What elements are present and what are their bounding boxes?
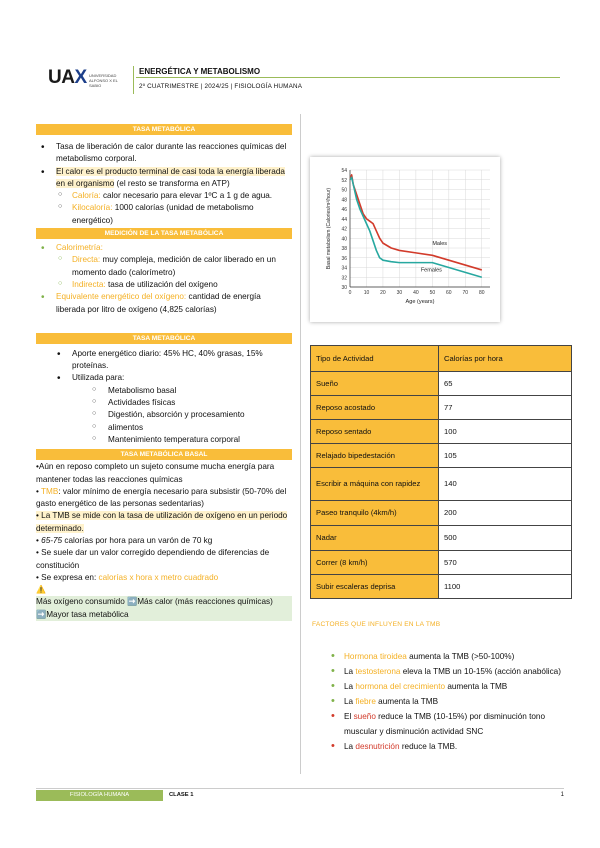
footer-class: CLASE 1	[169, 792, 194, 798]
equivalente-def: cantidad de energía liberada por litro de oxígeno (4,825 calorías)	[56, 292, 261, 314]
tmb-term: TMB	[41, 486, 59, 496]
table-row	[311, 420, 572, 444]
factor-text: aumenta la TMB	[375, 696, 439, 706]
section-banner-tasa-2: TASA METABÓLICA	[36, 333, 292, 344]
list-item	[36, 202, 292, 227]
y-tick-label: 48	[341, 197, 347, 204]
calories-cell: 105	[439, 444, 572, 468]
tmb-def: : valor mínimo de energía necesario para subsistir (50-70% del gasto energético de las personas sedentarias)	[36, 486, 287, 509]
factor-item	[312, 679, 572, 694]
factor-pre: La	[344, 681, 356, 691]
factor-pre: La	[344, 696, 356, 706]
y-tick-label: 52	[341, 177, 347, 184]
header-rule	[136, 77, 560, 78]
factor-term: hormona del crecimiento	[355, 681, 446, 691]
calories-cell: 77	[439, 396, 572, 420]
basal-p5: • Se suele dar un valor corregido dependiendo de diferencias de constitución	[36, 548, 270, 570]
basal-p1: •Aún en reposo completo un sujeto consume mucha energía para mantener todas las reacciones químicas	[36, 462, 275, 484]
x-tick-label: 20	[380, 290, 386, 296]
arrow-right-icon: ➡️	[127, 597, 138, 607]
uso-item: ○ Digestión, absorción y procesamiento	[36, 409, 292, 421]
oxigeno-summary	[36, 596, 292, 621]
y-tick-label: 54	[341, 168, 347, 174]
legend-males: Males	[432, 241, 448, 248]
factor-item	[312, 739, 572, 754]
table-row	[311, 396, 572, 420]
x-tick-label: 50	[429, 290, 436, 296]
calor-sublist	[36, 190, 292, 227]
factor-item	[312, 694, 572, 709]
page-header	[48, 60, 560, 100]
page-number: 1	[560, 792, 564, 798]
factors-list	[312, 649, 572, 754]
logo-text: UA	[48, 67, 75, 88]
kilocaloria-term: Kilocaloría:	[72, 203, 115, 213]
factor-item	[312, 649, 572, 664]
calor-highlight: El calor es el producto terminal de casi toda la energía liberada en el organismo	[56, 166, 285, 188]
column-divider	[300, 114, 301, 774]
factors-title: FACTORES QUE INFLUYEN EN LA TMB	[312, 621, 441, 628]
x-tick-label: 0	[348, 290, 352, 296]
document-subtitle: 2º CUATRIMESTRE | 2024/25 | FISIOLOGÍA HUMANA	[139, 83, 303, 90]
uso-item: ○ Mantenimiento temperatura corporal	[36, 434, 292, 446]
list-item	[52, 372, 292, 384]
x-tick-label: 10	[363, 290, 370, 296]
equivalente-term: Equivalente energético del oxígeno:	[56, 292, 189, 302]
factor-text: eleva la TMB un 10-15% (acción anabólica)	[400, 666, 561, 676]
factors-section	[312, 620, 572, 754]
table-row	[311, 526, 572, 551]
table-row	[311, 468, 572, 501]
bullet: •	[36, 536, 42, 546]
indirecta-term: Indirecta:	[72, 279, 108, 289]
calories-cell: 200	[439, 501, 572, 526]
basal-metabolism-chart	[310, 157, 500, 322]
utilizada-label: Utilizada para:	[72, 373, 125, 383]
x-tick-label: 80	[478, 290, 485, 296]
basal-p3	[36, 510, 292, 535]
list-item	[52, 348, 292, 373]
tmb-medida-highlight: • La TMB se mide con la tasa de utilización de oxígeno en un periodo determinado.	[36, 511, 288, 533]
section-banner-medicion: MEDICIÓN DE LA TASA METABÓLICA	[36, 228, 292, 239]
activity-cell: Paseo tranquilo (4km/h)	[311, 501, 439, 526]
table-row	[311, 575, 572, 599]
table-row	[311, 444, 572, 468]
y-tick-label: 32	[341, 275, 347, 282]
factor-item	[312, 709, 572, 739]
table-row	[311, 551, 572, 575]
activity-cell: Nadar	[311, 526, 439, 551]
logo-tagline: UNIVERSIDAD ALFONSO X EL SABIO	[89, 73, 118, 88]
y-tick-label: 38	[341, 246, 347, 252]
basal-p2	[36, 486, 292, 511]
unidades-text: calorías x hora x metro cuadrado	[98, 572, 219, 582]
summary-a: Más oxígeno consumido	[36, 597, 128, 607]
activity-cell: Reposo sentado	[311, 420, 439, 444]
table-row	[311, 501, 572, 526]
bullet: •	[36, 486, 41, 496]
list-item	[36, 279, 292, 291]
list-item	[36, 190, 292, 202]
y-tick-label: 46	[341, 207, 347, 213]
factor-text: aumenta la TMB (>50-100%)	[406, 651, 515, 661]
calories-cell: 570	[439, 551, 572, 575]
list-item	[36, 254, 292, 279]
activity-cell: Relajado bipedestación	[311, 444, 439, 468]
activity-cell: Correr (8 km/h)	[311, 551, 439, 575]
calorias-text: calorías por hora para un varón de 70 kg	[62, 536, 213, 546]
calories-cell: 500	[439, 526, 572, 551]
x-axis-label: Age (years)	[405, 299, 435, 305]
expresa-text: • Se expresa en:	[36, 572, 99, 582]
calories-cell: 1100	[439, 575, 572, 599]
x-tick-label: 40	[413, 290, 419, 296]
arrow-right-icon: ➡️	[36, 609, 47, 619]
directa-def: muy compleja, medición de calor liberado en un momento dado (calorímetro)	[72, 255, 276, 277]
y-tick-label: 30	[341, 285, 347, 291]
factor-term: Hormona tiroidea	[344, 651, 407, 661]
y-tick-label: 50	[341, 187, 347, 194]
page-footer	[36, 788, 564, 800]
factor-term: testosterona	[355, 666, 401, 676]
factor-text: aumenta la TMB	[445, 681, 508, 691]
calories-cell: 65	[439, 372, 572, 396]
tasa-definition: Tasa de liberación de calor durante las reacciones químicas del metabolismo corporal.	[56, 142, 287, 164]
factor-term: sueño	[353, 711, 376, 721]
section-banner-tasa: TASA METABÓLICA	[36, 124, 292, 135]
factor-pre: La	[344, 666, 356, 676]
list-item	[36, 141, 292, 166]
y-axis-label: Basal metabolism (Calories/m²/hour)	[326, 187, 332, 270]
list-item	[36, 291, 292, 316]
factor-pre: El	[344, 711, 354, 721]
uax-logo	[48, 64, 87, 93]
tasa-list	[36, 141, 292, 227]
factor-text: reduce la TMB (10-15%) por disminución tono muscular y disminución actividad SNC	[344, 711, 546, 736]
basal-body	[36, 461, 292, 621]
kilocaloria-def: 1000 calorías (unidad de metabolismo energético)	[72, 203, 254, 225]
activity-cell: Escribir a máquina con rapidez	[311, 468, 439, 501]
activity-cell: Subir escaleras deprisa	[311, 575, 439, 599]
factor-pre: La	[344, 741, 356, 751]
uso-item: ○ Actividades físicas	[36, 397, 292, 409]
medicion-list	[36, 242, 292, 316]
aporte-text: Aporte energético diario: 45% HC, 40% grasas, 15% proteínas.	[72, 348, 263, 371]
chart-svg	[310, 157, 500, 322]
activity-cell: Reposo acostado	[311, 396, 439, 420]
factor-text: reduce la TMB.	[399, 741, 458, 751]
uso-item: ○ Metabolismo basal	[36, 385, 292, 397]
x-tick-label: 60	[446, 290, 452, 296]
list-item	[36, 166, 292, 227]
y-tick-label: 44	[341, 216, 347, 223]
document-title: ENERGÉTICA Y METABOLISMO	[139, 67, 261, 76]
directa-term: Directa:	[72, 255, 103, 265]
logo-x: X	[74, 67, 87, 88]
calorimetria-term: Calorimetría:	[56, 243, 103, 253]
section-banner-basal: TASA METABÓLICA BASAL	[36, 449, 292, 460]
x-tick-label: 70	[462, 290, 469, 296]
summary-b: Más calor (más reacciones químicas)	[137, 597, 273, 607]
caloria-term: Caloría:	[72, 191, 103, 201]
left-column	[36, 124, 292, 621]
summary-c: Mayor tasa metabólica	[46, 609, 129, 619]
calorimetria-sublist	[36, 254, 292, 291]
y-tick-label: 34	[341, 265, 347, 272]
activity-table	[310, 345, 572, 599]
x-tick-label: 30	[396, 290, 403, 296]
col-header-calories: Calorías por hora	[439, 346, 572, 372]
table-header-row	[311, 346, 572, 372]
indirecta-def: tasa de utilización del oxígeno	[107, 279, 218, 289]
calor-note: (el resto se transforma en ATP)	[114, 178, 230, 188]
y-tick-label: 40	[341, 236, 347, 243]
calorias-range: 65-75	[41, 536, 63, 546]
list-item	[36, 242, 292, 291]
y-tick-label: 36	[341, 255, 347, 262]
basal-p6	[36, 572, 292, 584]
factor-term: fiebre	[355, 696, 376, 706]
factor-item	[312, 664, 572, 679]
activity-cell: Sueño	[311, 372, 439, 396]
uso-item: ○ alimentos	[36, 422, 292, 434]
usos-list	[36, 385, 292, 446]
col-header-activity: Tipo de Actividad	[311, 346, 439, 372]
table-row	[311, 372, 572, 396]
calories-cell: 100	[439, 420, 572, 444]
y-tick-label: 42	[341, 226, 347, 233]
warning-icon: ⚠️	[36, 585, 46, 595]
aporte-list	[36, 348, 292, 385]
caloria-def: calor necesario para elevar 1ºC a 1 g de agua.	[102, 191, 273, 201]
factor-term: desnutrición	[355, 741, 400, 751]
calories-cell: 140	[439, 468, 572, 501]
footer-subject: FISIOLOGÍA HUMANA	[36, 790, 163, 801]
header-divider	[133, 66, 134, 94]
legend-females: Females	[420, 267, 442, 274]
basal-p4	[36, 535, 292, 547]
